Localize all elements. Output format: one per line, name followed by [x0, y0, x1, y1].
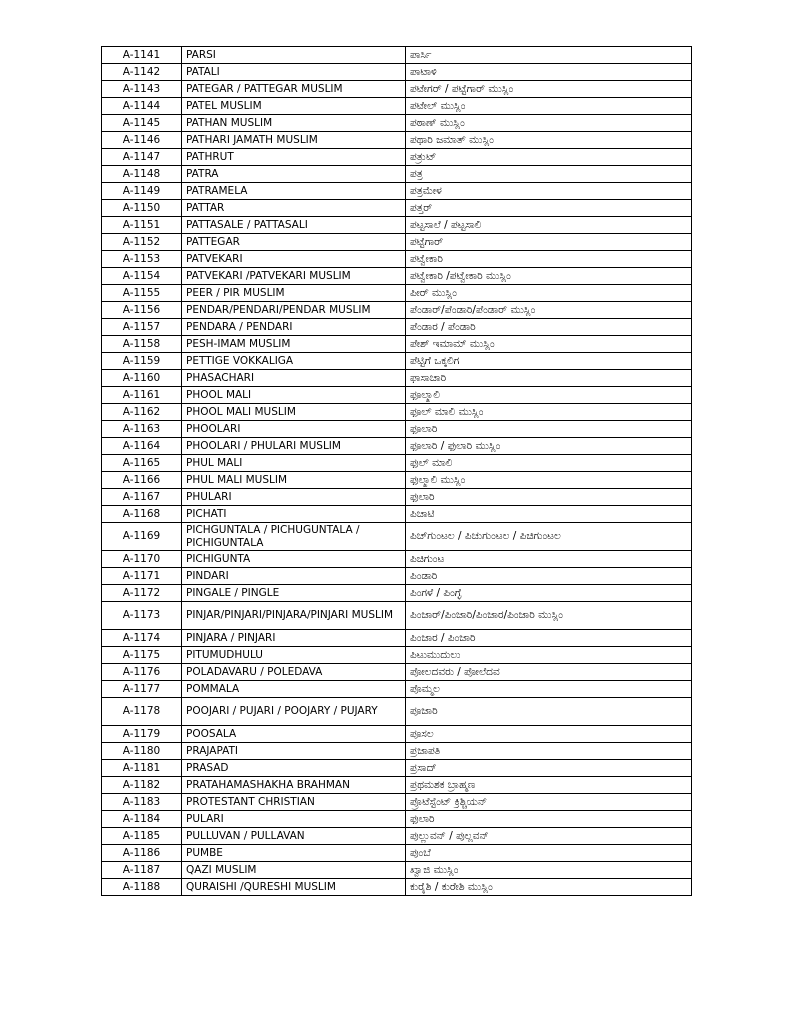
- caste-name-kannada-cell: ಫುಲಾರಿ: [406, 811, 692, 828]
- table-row: [102, 251, 692, 268]
- table-row: [102, 115, 692, 132]
- caste-code-cell: A-1171: [102, 568, 182, 585]
- caste-list-table: [101, 46, 692, 896]
- caste-code-cell: A-1181: [102, 760, 182, 777]
- caste-name-kannada-cell: ಫೂಲಾರಿ: [406, 421, 692, 438]
- caste-code-cell: A-1184: [102, 811, 182, 828]
- table-row: [102, 132, 692, 149]
- caste-code-cell: A-1165: [102, 455, 182, 472]
- caste-name-english-cell: PARSI: [182, 47, 406, 64]
- table-row: [102, 98, 692, 115]
- caste-code-cell: A-1173: [102, 602, 182, 630]
- caste-code-cell: A-1149: [102, 183, 182, 200]
- table-row: [102, 285, 692, 302]
- caste-name-english-cell: PULLUVAN / PULLAVAN: [182, 828, 406, 845]
- caste-name-kannada-cell: ಪೀರ್ ಮುಸ್ಲಿಂ: [406, 285, 692, 302]
- caste-code-cell: A-1182: [102, 777, 182, 794]
- caste-code-cell: A-1157: [102, 319, 182, 336]
- caste-name-kannada-cell: ಪೋಲದವರು / ಪೋಲೆದವ: [406, 664, 692, 681]
- table-row: [102, 421, 692, 438]
- caste-code-cell: A-1185: [102, 828, 182, 845]
- caste-name-kannada-cell: ಪಟೇಲ್ ಮುಸ್ಲಿಂ: [406, 98, 692, 115]
- caste-code-cell: A-1175: [102, 647, 182, 664]
- caste-name-kannada-cell: ಪುಂಬೆ: [406, 845, 692, 862]
- caste-code-cell: A-1159: [102, 353, 182, 370]
- table-row: [102, 862, 692, 879]
- caste-name-english-cell: PATEGAR / PATTEGAR MUSLIM: [182, 81, 406, 98]
- caste-name-english-cell: PETTIGE VOKKALIGA: [182, 353, 406, 370]
- table-row: [102, 726, 692, 743]
- caste-name-kannada-cell: ಪಟ್ವೇಕಾರಿ: [406, 251, 692, 268]
- caste-name-kannada-cell: ಪತ್ರಮೇಳ: [406, 183, 692, 200]
- table-row: [102, 302, 692, 319]
- table-row: [102, 166, 692, 183]
- caste-code-cell: A-1177: [102, 681, 182, 698]
- table-row: [102, 506, 692, 523]
- caste-name-english-cell: PEER / PIR MUSLIM: [182, 285, 406, 302]
- table-row: [102, 777, 692, 794]
- caste-name-kannada-cell: ಪೆಂಡಾರ್/ಪೆಂಡಾರಿ/ಪೆಂಡಾರ್ ಮುಸ್ಲಿಂ: [406, 302, 692, 319]
- caste-name-english-cell: QURAISHI /QURESHI MUSLIM: [182, 879, 406, 896]
- caste-name-english-cell: PATHAN MUSLIM: [182, 115, 406, 132]
- caste-name-english-cell: PENDAR/PENDARI/PENDAR MUSLIM: [182, 302, 406, 319]
- caste-name-kannada-cell: ಪೊಮ್ಮಲ: [406, 681, 692, 698]
- caste-name-kannada-cell: ಪತ್ತರ್: [406, 200, 692, 217]
- caste-code-cell: A-1143: [102, 81, 182, 98]
- caste-code-cell: A-1163: [102, 421, 182, 438]
- caste-name-english-cell: PENDARA / PENDARI: [182, 319, 406, 336]
- caste-name-kannada-cell: ಫುಲ್ಮಾಲಿ ಮುಸ್ಲಿಂ: [406, 472, 692, 489]
- caste-name-english-cell: PITUMUDHULU: [182, 647, 406, 664]
- table-row: [102, 183, 692, 200]
- caste-code-cell: A-1186: [102, 845, 182, 862]
- caste-name-english-cell: PINGALE / PINGLE: [182, 585, 406, 602]
- caste-code-cell: A-1179: [102, 726, 182, 743]
- caste-name-kannada-cell: ಕುರೈಶಿ / ಕುರೇಶಿ ಮುಸ್ಲಿಂ: [406, 879, 692, 896]
- caste-name-english-cell: POMMALA: [182, 681, 406, 698]
- caste-code-cell: A-1170: [102, 551, 182, 568]
- caste-code-cell: A-1148: [102, 166, 182, 183]
- caste-name-kannada-cell: ಪಟ್ಟಸಾಲೆ / ಪಟ್ಟಸಾಲಿ: [406, 217, 692, 234]
- caste-name-english-cell: PRAJAPATI: [182, 743, 406, 760]
- caste-name-kannada-cell: ಪೇಶ್ ಇಮಾಮ್ ಮುಸ್ಲಿಂ: [406, 336, 692, 353]
- table-row: [102, 602, 692, 630]
- caste-name-english-cell: PRASAD: [182, 760, 406, 777]
- caste-name-english-cell: POLADAVARU / POLEDAVA: [182, 664, 406, 681]
- caste-code-cell: A-1150: [102, 200, 182, 217]
- table-row: [102, 319, 692, 336]
- caste-name-english-cell: PATTAR: [182, 200, 406, 217]
- caste-name-kannada-cell: ಪಟೇಗರ್ / ಪಟ್ಟೆಗಾರ್ ಮುಸ್ಲಿಂ: [406, 81, 692, 98]
- caste-code-cell: A-1187: [102, 862, 182, 879]
- table-row: [102, 387, 692, 404]
- table-row: [102, 630, 692, 647]
- caste-code-cell: A-1180: [102, 743, 182, 760]
- caste-code-cell: A-1172: [102, 585, 182, 602]
- caste-name-kannada-cell: ಪಿಚಾಟಿ: [406, 506, 692, 523]
- caste-name-english-cell: PATHARI JAMATH MUSLIM: [182, 132, 406, 149]
- table-row: [102, 370, 692, 387]
- table-row: [102, 455, 692, 472]
- caste-name-english-cell: PUMBE: [182, 845, 406, 862]
- caste-name-english-cell: PHUL MALI: [182, 455, 406, 472]
- caste-code-cell: A-1153: [102, 251, 182, 268]
- caste-name-kannada-cell: ಪ್ರೊಟೆಸ್ಟೆಂಟ್ ಕ್ರಿಶ್ಚಿಯನ್: [406, 794, 692, 811]
- caste-name-english-cell: PATRA: [182, 166, 406, 183]
- table-row: [102, 698, 692, 726]
- table-row: [102, 551, 692, 568]
- table-row: [102, 585, 692, 602]
- caste-name-kannada-cell: ಪಿಚ್‌ಗುಂಟಲ / ಪಿಚುಗುಂಟಲ / ಪಿಚಿಗುಂಟಲ: [406, 523, 692, 551]
- caste-name-kannada-cell: ಫುಲಾರಿ: [406, 489, 692, 506]
- caste-name-kannada-cell: ಖ್ವಾಜಿ ಮುಸ್ಲಿಂ: [406, 862, 692, 879]
- table-row: [102, 489, 692, 506]
- caste-code-cell: A-1168: [102, 506, 182, 523]
- caste-name-kannada-cell: ಪೆಟ್ಟಿಗೆ ಒಕ್ಕಲಿಗ: [406, 353, 692, 370]
- caste-name-english-cell: PULARI: [182, 811, 406, 828]
- caste-name-english-cell: PESH-IMAM MUSLIM: [182, 336, 406, 353]
- caste-name-english-cell: PICHATI: [182, 506, 406, 523]
- caste-code-cell: A-1188: [102, 879, 182, 896]
- caste-name-english-cell: PATTEGAR: [182, 234, 406, 251]
- caste-code-cell: A-1183: [102, 794, 182, 811]
- caste-name-kannada-cell: ಪೆಂಡಾರ / ಪೆಂಡಾರಿ: [406, 319, 692, 336]
- caste-name-kannada-cell: ಪಥಾರಿ ಜಮಾತ್ ಮುಸ್ಲಿಂ: [406, 132, 692, 149]
- caste-code-cell: A-1154: [102, 268, 182, 285]
- caste-name-english-cell: PATRAMELA: [182, 183, 406, 200]
- table-row: [102, 647, 692, 664]
- caste-name-kannada-cell: ಪಾಟಾಳಿ: [406, 64, 692, 81]
- caste-name-kannada-cell: ಪ್ರಜಾಪತಿ: [406, 743, 692, 760]
- caste-name-kannada-cell: ಪೂಜಾರಿ: [406, 698, 692, 726]
- caste-name-english-cell: PHOOL MALI: [182, 387, 406, 404]
- table-row: [102, 743, 692, 760]
- caste-code-cell: A-1176: [102, 664, 182, 681]
- caste-name-kannada-cell: ಪಿಟುಮುದುಲು: [406, 647, 692, 664]
- caste-name-english-cell: PATVEKARI: [182, 251, 406, 268]
- caste-name-english-cell: PRATAHAMASHAKHA BRAHMAN: [182, 777, 406, 794]
- caste-name-english-cell: PHUL MALI MUSLIM: [182, 472, 406, 489]
- caste-name-kannada-cell: ಪಿಚಿಗುಂಟ: [406, 551, 692, 568]
- caste-name-english-cell: PICHIGUNTA: [182, 551, 406, 568]
- caste-name-kannada-cell: ಫೂಲ್ ಮಾಲಿ ಮುಸ್ಲಿಂ: [406, 404, 692, 421]
- table-row: [102, 845, 692, 862]
- caste-name-english-cell: PATTASALE / PATTASALI: [182, 217, 406, 234]
- caste-name-kannada-cell: ಪಿಂಗಳೆ / ಪಿಂಗ್ಳೆ: [406, 585, 692, 602]
- table-row: [102, 760, 692, 777]
- caste-code-cell: A-1162: [102, 404, 182, 421]
- caste-name-kannada-cell: ಫೂಲಾರಿ / ಫುಲಾರಿ ಮುಸ್ಲಿಂ: [406, 438, 692, 455]
- caste-name-english-cell: PATEL MUSLIM: [182, 98, 406, 115]
- caste-code-cell: A-1178: [102, 698, 182, 726]
- table-row: [102, 81, 692, 98]
- caste-code-cell: A-1167: [102, 489, 182, 506]
- table-row: [102, 568, 692, 585]
- caste-code-cell: A-1147: [102, 149, 182, 166]
- caste-code-cell: A-1160: [102, 370, 182, 387]
- caste-name-english-cell: PHOOL MALI MUSLIM: [182, 404, 406, 421]
- caste-name-kannada-cell: ಪಟ್ಟೆಗಾರ್: [406, 234, 692, 251]
- caste-code-cell: A-1151: [102, 217, 182, 234]
- caste-code-cell: A-1169: [102, 523, 182, 551]
- table-row: [102, 217, 692, 234]
- caste-name-english-cell: PHASACHARI: [182, 370, 406, 387]
- caste-name-kannada-cell: ಪಿಂಜಾರ್/ಪಿಂಜಾರಿ/ಪಿಂಜಾರ/ಪಿಂಜಾರಿ ಮುಸ್ಲಿಂ: [406, 602, 692, 630]
- table-row: [102, 268, 692, 285]
- table-row: [102, 64, 692, 81]
- caste-name-kannada-cell: ಪುಲ್ಲುವನ್ / ಪುಲ್ಲವನ್: [406, 828, 692, 845]
- caste-code-cell: A-1144: [102, 98, 182, 115]
- table-row: [102, 681, 692, 698]
- caste-code-cell: A-1152: [102, 234, 182, 251]
- caste-name-english-cell: PATHRUT: [182, 149, 406, 166]
- table-row: [102, 811, 692, 828]
- table-row: [102, 149, 692, 166]
- caste-code-cell: A-1158: [102, 336, 182, 353]
- table-row: [102, 794, 692, 811]
- table-row: [102, 879, 692, 896]
- caste-name-english-cell: PICHGUNTALA / PICHUGUNTALA / PICHIGUNTALA: [182, 523, 406, 551]
- caste-name-kannada-cell: ಪ್ರಸಾದ್: [406, 760, 692, 777]
- caste-name-english-cell: PATVEKARI /PATVEKARI MUSLIM: [182, 268, 406, 285]
- caste-name-kannada-cell: ಪತ್ರುಟ್: [406, 149, 692, 166]
- table-row: [102, 438, 692, 455]
- caste-name-english-cell: POOJARI / PUJARI / POOJARY / PUJARY: [182, 698, 406, 726]
- caste-name-english-cell: PINDARI: [182, 568, 406, 585]
- table-row: [102, 200, 692, 217]
- caste-code-cell: A-1174: [102, 630, 182, 647]
- table-row: [102, 523, 692, 551]
- caste-name-english-cell: PHOOLARI: [182, 421, 406, 438]
- caste-name-english-cell: PHOOLARI / PHULARI MUSLIM: [182, 438, 406, 455]
- caste-name-english-cell: PINJARA / PINJARI: [182, 630, 406, 647]
- caste-name-kannada-cell: ಪಾರ್ಸಿ: [406, 47, 692, 64]
- caste-name-kannada-cell: ಫಾಸಾಚಾರಿ: [406, 370, 692, 387]
- caste-name-kannada-cell: ಪೂಸಲ: [406, 726, 692, 743]
- table-row: [102, 472, 692, 489]
- table-row: [102, 404, 692, 421]
- table-row: [102, 47, 692, 64]
- caste-name-english-cell: QAZI MUSLIM: [182, 862, 406, 879]
- caste-code-cell: A-1145: [102, 115, 182, 132]
- caste-name-english-cell: PINJAR/PINJARI/PINJARA/PINJARI MUSLIM: [182, 602, 406, 630]
- caste-code-cell: A-1142: [102, 64, 182, 81]
- caste-code-cell: A-1155: [102, 285, 182, 302]
- caste-name-kannada-cell: ಪಟ್ವೇಕಾರಿ /ಪಟ್ವೇಕಾರಿ ಮುಸ್ಲಿಂ: [406, 268, 692, 285]
- table-row: [102, 336, 692, 353]
- caste-code-cell: A-1161: [102, 387, 182, 404]
- caste-code-cell: A-1141: [102, 47, 182, 64]
- caste-name-english-cell: PROTESTANT CHRISTIAN: [182, 794, 406, 811]
- caste-name-english-cell: POOSALA: [182, 726, 406, 743]
- caste-name-kannada-cell: ಪತ್ರ: [406, 166, 692, 183]
- caste-list-body: [102, 47, 692, 896]
- caste-name-kannada-cell: ಪಿಂಜಾರ / ಪಿಂಜಾರಿ: [406, 630, 692, 647]
- caste-name-kannada-cell: ಫುಲ್ ಮಾಲಿ: [406, 455, 692, 472]
- caste-code-cell: A-1166: [102, 472, 182, 489]
- table-row: [102, 234, 692, 251]
- caste-name-kannada-cell: ಪ್ರಥಮಶಕ ಬ್ರಾಹ್ಮಣ: [406, 777, 692, 794]
- caste-name-kannada-cell: ಪಠಾಣ್ ಮುಸ್ಲಿಂ: [406, 115, 692, 132]
- caste-code-cell: A-1156: [102, 302, 182, 319]
- caste-name-kannada-cell: ಫೂಲ್ಮಾಲಿ: [406, 387, 692, 404]
- caste-name-english-cell: PATALI: [182, 64, 406, 81]
- caste-code-cell: A-1164: [102, 438, 182, 455]
- table-row: [102, 664, 692, 681]
- table-row: [102, 828, 692, 845]
- table-row: [102, 353, 692, 370]
- caste-name-english-cell: PHULARI: [182, 489, 406, 506]
- caste-code-cell: A-1146: [102, 132, 182, 149]
- caste-name-kannada-cell: ಪಿಂಡಾರಿ: [406, 568, 692, 585]
